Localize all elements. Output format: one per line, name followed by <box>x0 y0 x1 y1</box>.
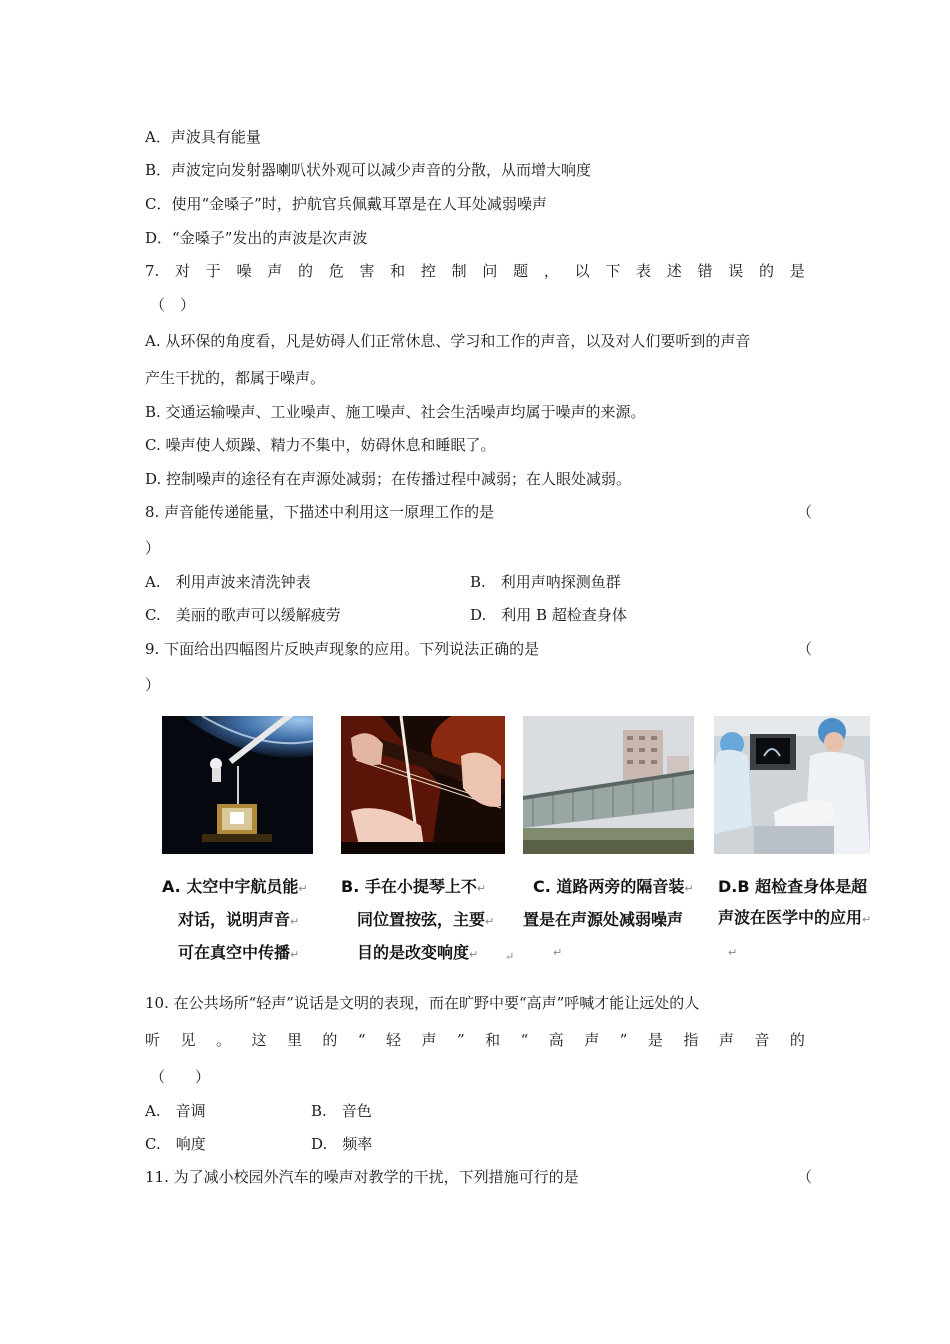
q7-stem-char: 题 <box>513 262 529 280</box>
caption-b-line3: 目的是改变响度 <box>357 943 470 962</box>
q9-stem: 9. 下面给出四幅图片反映声现象的应用。下列说法正确的是 <box>145 640 540 658</box>
caption-c <box>523 871 694 968</box>
violin-image <box>341 716 505 854</box>
q7-stem-char: 于 <box>205 262 221 280</box>
q7-option-d: D. 控制噪声的途径有在声源处减弱；在传播过程中减弱；在人眼处减弱。 <box>145 470 632 488</box>
caption-a <box>162 871 308 970</box>
q10-stem-char: 轻 <box>386 1031 402 1049</box>
q10-stem-char: “ <box>520 1031 529 1049</box>
q10-stem-char: 声 <box>584 1031 600 1049</box>
q10-stem-line1: 10. 在公共场所“轻声”说话是文明的表现，而在旷野中要“高声”呼喊才能让远处的人 <box>145 994 700 1012</box>
q10-stem-char: 是 <box>647 1031 663 1049</box>
space-astronaut-image <box>162 716 313 854</box>
q7-option-b: B. 交通运输噪声、工业噪声、施工噪声、社会生活噪声均属于噪声的来源。 <box>145 403 646 421</box>
caption-d <box>718 871 871 968</box>
q8-stem: 8. 声音能传递能量，下描述中利用这一原理工作的是 <box>145 503 495 521</box>
q8-option-a: A. 利用声波来清洗钟表 <box>145 573 311 591</box>
q7-stem-char: 是 <box>789 262 805 280</box>
paragraph-mark: ↵ <box>469 948 479 961</box>
q7-stem-char: 误 <box>728 262 744 280</box>
paragraph-mark: ↵ <box>476 882 487 895</box>
q9-paren-close: ） <box>145 676 161 694</box>
q10-stem-char: ” <box>619 1031 628 1049</box>
q8-option-c: C. 美丽的歌声可以缓解疲劳 <box>145 606 341 624</box>
q7-option-a-line1: A. 从环保的角度看，凡是妨碍人们正常休息、学习和工作的声音，以及对人们要听到的声音 <box>145 332 751 350</box>
q10-stem-char: 指 <box>683 1031 699 1049</box>
paragraph-mark: ↵ <box>485 915 495 928</box>
q7-stem-char: 控 <box>420 262 436 280</box>
ultrasound-exam-image <box>714 716 870 854</box>
caption-a-line3: 可在真空中传播 <box>178 943 291 962</box>
q7-stem-char: 表 <box>636 262 652 280</box>
q10-option-c: C. 响度 <box>145 1135 206 1153</box>
q7-stem-char: 的 <box>758 262 774 280</box>
q8-paren-open: （ <box>797 503 813 521</box>
q8-paren-close: ） <box>145 539 161 557</box>
q10-option-a: A. 音调 <box>145 1102 206 1120</box>
q10-stem-char: ” <box>457 1031 465 1049</box>
q6-option-a: A．声波具有能量 <box>145 128 261 146</box>
q10-option-b: B. 音色 <box>311 1102 372 1120</box>
caption-b-line2: 同位置按弦，主要 <box>357 910 486 929</box>
q10-stem-char: 声 <box>718 1031 734 1049</box>
paragraph-mark: ↵ <box>728 946 738 959</box>
caption-d-line2: 声波在医学中的应用 <box>718 908 863 927</box>
q6-option-c: C．使用“金嗓子”时，护航官兵佩戴耳罩是在人耳处减弱噪声 <box>145 195 547 213</box>
q6-option-b: B．声波定向发射器喇叭状外观可以减少声音的分散，从而增大响度 <box>145 161 592 179</box>
q10-stem-char: 和 <box>485 1031 501 1049</box>
caption-c-line2: 置是在声源处减弱噪声 <box>523 910 684 929</box>
paragraph-mark: ↵ <box>505 950 515 963</box>
paragraph-mark: ↵ <box>862 913 872 926</box>
q7-stem <box>145 261 805 281</box>
q11-paren-open: （ <box>797 1168 813 1186</box>
paragraph-mark: ↵ <box>290 948 300 961</box>
q10-option-d: D. 频率 <box>311 1135 373 1153</box>
q7-answer-paren: （ ） <box>150 296 196 314</box>
q8-option-b: B. 利用声呐探测鱼群 <box>470 573 621 591</box>
q7-stem-char: 述 <box>666 262 682 280</box>
q10-stem-char: 。 <box>215 1031 231 1049</box>
q10-stem-char: 这 <box>251 1031 267 1049</box>
q7-stem-char: 噪 <box>236 262 252 280</box>
q7-stem-char: 7. <box>145 262 160 280</box>
q7-stem-char: 下 <box>605 262 621 280</box>
caption-b-line1: B. 手在小提琴上不 <box>341 877 477 896</box>
q7-option-a-line2: 产生干扰的，都属于噪声。 <box>145 369 326 387</box>
caption-c-line1: C. 道路两旁的隔音装 <box>533 877 685 896</box>
paragraph-mark: ↵ <box>553 946 563 959</box>
q7-stem-char: 对 <box>175 262 191 280</box>
q7-stem-char: 声 <box>267 262 283 280</box>
caption-d-line1: D.B 超检查身体是超 <box>718 877 868 896</box>
q10-stem-char: 里 <box>286 1031 302 1049</box>
q7-stem-char: 错 <box>697 262 713 280</box>
q10-stem-char: 的 <box>789 1031 805 1049</box>
q7-stem-char: 问 <box>482 262 498 280</box>
q10-stem-char: 音 <box>754 1031 770 1049</box>
q7-stem-char: 和 <box>390 262 406 280</box>
q10-stem-char: 的 <box>322 1031 338 1049</box>
q7-stem-char: 害 <box>359 262 375 280</box>
caption-a-line1: A. 太空中宇航员能 <box>162 877 299 896</box>
caption-a-line2: 对话，说明声音 <box>178 910 291 929</box>
q10-stem-char: 见 <box>180 1031 196 1049</box>
q7-stem-char: 制 <box>451 262 467 280</box>
q7-stem-char: 以 <box>574 262 590 280</box>
q11-stem: 11. 为了减小校园外汽车的噪声对教学的干扰，下列措施可行的是 <box>145 1168 579 1186</box>
q10-stem-line2 <box>145 1030 805 1050</box>
noise-barrier-image <box>523 716 694 854</box>
q10-stem-char: 听 <box>145 1031 161 1049</box>
q7-stem-char: 危 <box>328 262 344 280</box>
q10-stem-char: 高 <box>548 1031 564 1049</box>
q7-stem-char: ， <box>543 262 559 280</box>
paragraph-mark: ↵ <box>684 882 694 895</box>
q10-stem-char: 声 <box>421 1031 437 1049</box>
q7-option-c: C. 噪声使人烦躁、精力不集中，妨碍休息和睡眠了。 <box>145 436 496 454</box>
q9-paren-open: （ <box>797 640 813 658</box>
paragraph-mark: ↵ <box>290 915 300 928</box>
q6-option-d: D．“金嗓子”发出的声波是次声波 <box>145 229 368 247</box>
q8-option-d: D. 利用 B 超检查身体 <box>470 606 627 624</box>
paragraph-mark: ↵ <box>298 882 308 895</box>
q10-answer-paren: （ ） <box>150 1068 211 1086</box>
caption-b <box>341 871 494 970</box>
q7-stem-char: 的 <box>297 262 313 280</box>
q10-stem-char: “ <box>357 1031 366 1049</box>
